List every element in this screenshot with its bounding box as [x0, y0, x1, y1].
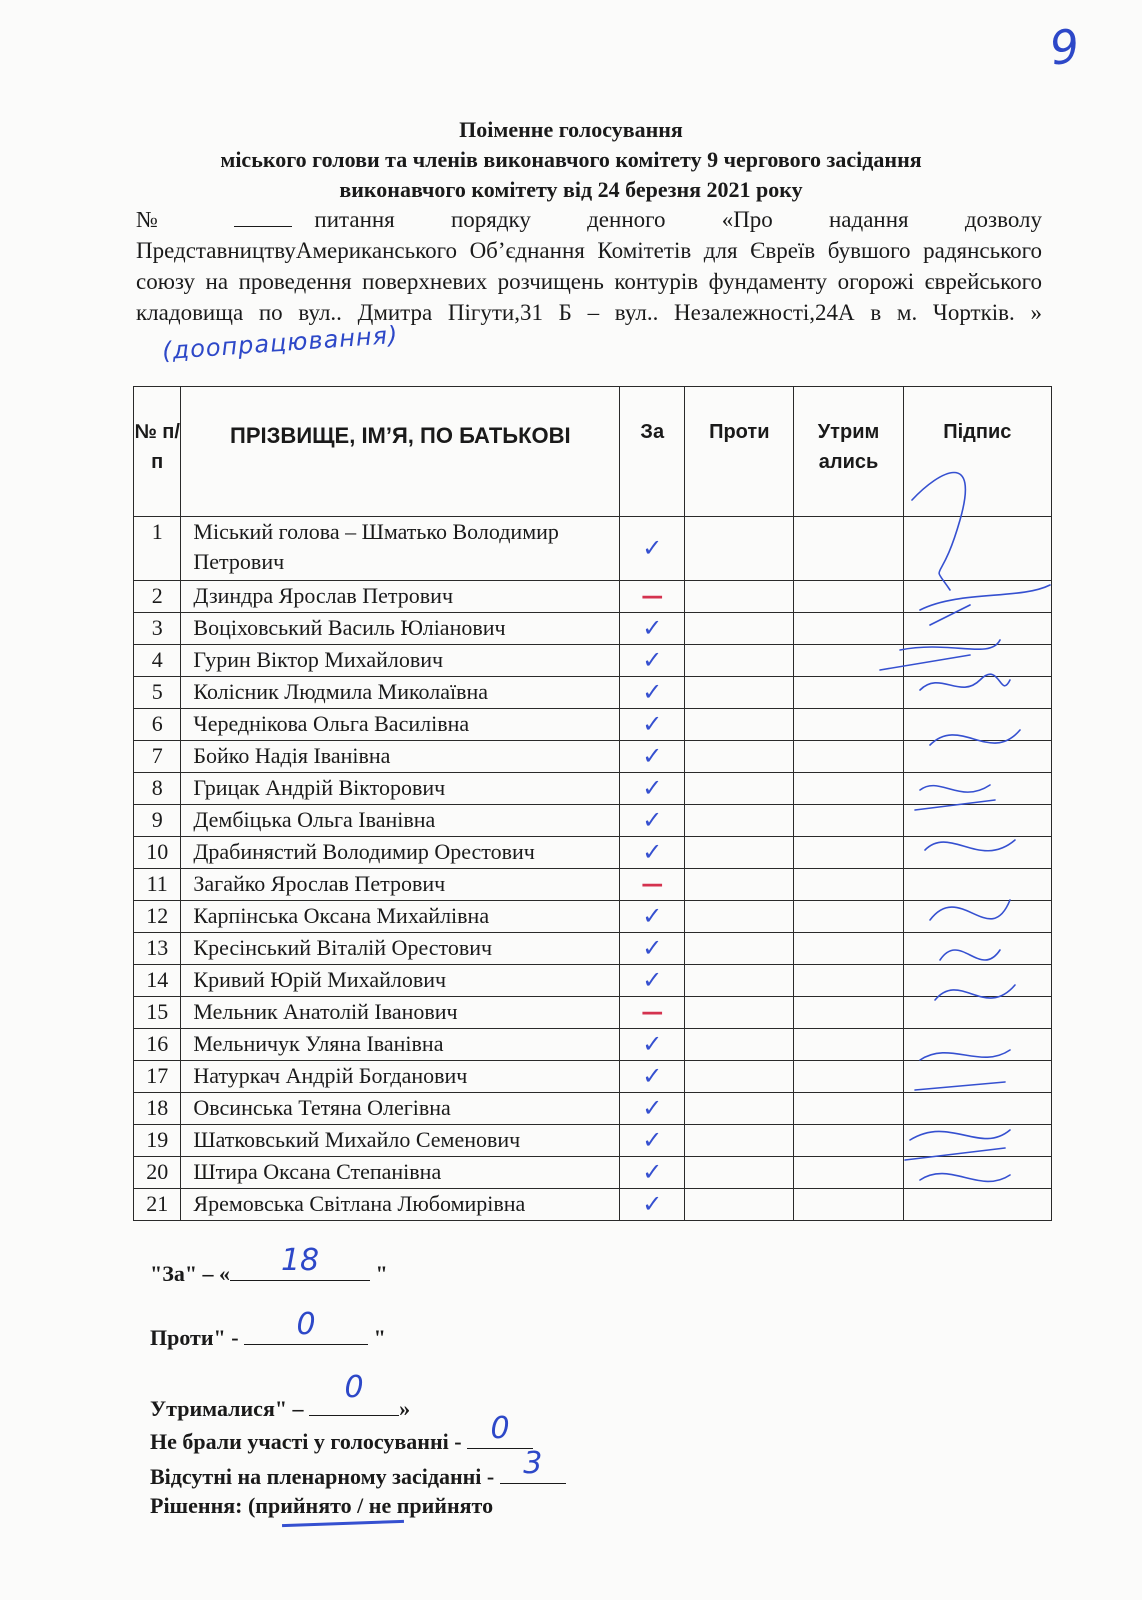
- row-for: [620, 1189, 685, 1221]
- dash-mark: —: [641, 584, 664, 609]
- handwritten-note: ( доопрацювання ): [161, 320, 399, 367]
- row-for: [620, 581, 685, 613]
- document-subtitle: міського голови та членів виконавчого комітету 9 чергового засідання: [220, 147, 922, 172]
- table-row: [134, 645, 1052, 677]
- check-mark-icon: ✓: [642, 614, 663, 642]
- row-against: [685, 613, 794, 645]
- row-against: [685, 837, 794, 869]
- row-name: [181, 1093, 620, 1125]
- row-for: [620, 901, 685, 933]
- row-abstain: [794, 1157, 903, 1189]
- row-against: [685, 773, 794, 805]
- table-row: [134, 709, 1052, 741]
- row-number-text: 20: [146, 1159, 169, 1184]
- row-abstain: [794, 1125, 903, 1157]
- row-for: [620, 1157, 685, 1189]
- check-mark-icon: ✓: [642, 934, 663, 962]
- row-number: [134, 773, 181, 805]
- row-abstain: [794, 1093, 903, 1125]
- row-signature: [903, 581, 1051, 613]
- row-name-text: Драбинястий Володимир Орестович: [193, 839, 535, 864]
- row-number-text: 16: [146, 1031, 169, 1056]
- row-name-text: Кресінський Віталій Орестович: [193, 935, 493, 960]
- summary-absent: [150, 1446, 566, 1490]
- row-name-text: Яремовська Світлана Любомирівна: [193, 1191, 526, 1216]
- check-mark-icon: ✓: [642, 710, 663, 738]
- summary-abstain: [150, 1370, 411, 1422]
- check-mark-icon: ✓: [642, 902, 663, 930]
- summary-against-close: ": [373, 1325, 386, 1350]
- row-name: [181, 773, 620, 805]
- row-signature: [903, 1061, 1051, 1093]
- row-signature: [903, 965, 1051, 997]
- row-number: [134, 613, 181, 645]
- header-name: ПРІЗВИЩЕ, ІМ’Я, ПО БАТЬКОВІ: [181, 387, 620, 517]
- row-number-text: 5: [151, 679, 163, 704]
- agenda-number-blank: [234, 208, 292, 227]
- agenda-item: [136, 204, 1042, 365]
- row-against: [685, 965, 794, 997]
- check-mark-icon: ✓: [642, 966, 663, 994]
- row-name-text: Гурин Віктор Михайлович: [193, 647, 444, 672]
- row-for: [620, 517, 685, 581]
- header-signature: Підпис: [903, 387, 1051, 517]
- row-against: [685, 805, 794, 837]
- row-against: [685, 933, 794, 965]
- row-name-text: Міський голова – Шматько Володимир Петрович: [193, 519, 559, 574]
- summary-not-voted: [150, 1411, 533, 1455]
- summary-not-voted-value: 0: [490, 1411, 510, 1446]
- check-mark-icon: ✓: [642, 678, 663, 706]
- row-name: [181, 581, 620, 613]
- check-mark-icon: ✓: [642, 1158, 663, 1186]
- check-mark-icon: ✓: [642, 1094, 663, 1122]
- document-title: Поіменне голосування: [459, 117, 683, 142]
- row-abstain: [794, 1029, 903, 1061]
- row-number-text: 17: [146, 1063, 169, 1088]
- row-name: [181, 1125, 620, 1157]
- row-name: [181, 741, 620, 773]
- summary-for: [150, 1243, 388, 1287]
- row-number: [134, 869, 181, 901]
- row-for: [620, 997, 685, 1029]
- row-name: [181, 1157, 620, 1189]
- check-mark-icon: ✓: [642, 1030, 663, 1058]
- table-row: [134, 741, 1052, 773]
- table-header-row: [134, 387, 1052, 517]
- row-name: [181, 805, 620, 837]
- row-for: [620, 1061, 685, 1093]
- row-for: [620, 965, 685, 997]
- table-row: [134, 517, 1052, 581]
- row-signature: [903, 645, 1051, 677]
- row-number: [134, 1061, 181, 1093]
- row-abstain: [794, 517, 903, 581]
- row-against: [685, 645, 794, 677]
- row-number: [134, 581, 181, 613]
- check-mark-icon: ✓: [642, 1126, 663, 1154]
- row-for: [620, 709, 685, 741]
- row-number: [134, 901, 181, 933]
- row-name-text: Колісник Людмила Миколаївна: [193, 679, 489, 704]
- row-number: [134, 677, 181, 709]
- table-row: [134, 613, 1052, 645]
- row-name: [181, 645, 620, 677]
- summary-for-label: "За" –: [150, 1261, 214, 1286]
- header-for: За: [620, 387, 685, 517]
- row-against: [685, 677, 794, 709]
- summary-against-field: [244, 1307, 368, 1345]
- row-abstain: [794, 901, 903, 933]
- row-number-text: 3: [151, 615, 163, 640]
- row-for: [620, 805, 685, 837]
- row-name: [181, 901, 620, 933]
- summary-abstain-value: 0: [344, 1370, 364, 1405]
- row-signature: [903, 901, 1051, 933]
- row-number-text: 1: [151, 519, 163, 544]
- check-mark-icon: ✓: [642, 742, 663, 770]
- row-against: [685, 997, 794, 1029]
- row-for: [620, 1093, 685, 1125]
- row-number: [134, 805, 181, 837]
- row-for: [620, 1125, 685, 1157]
- header-num: № п/ п: [134, 387, 181, 517]
- row-abstain: [794, 613, 903, 645]
- summary-against: [150, 1307, 386, 1351]
- row-number-text: 9: [151, 807, 163, 832]
- row-name-text: Загайко Ярослав Петрович: [193, 871, 446, 896]
- summary-abstain-label: Утрималися" –: [150, 1396, 304, 1421]
- row-against: [685, 517, 794, 581]
- row-signature: [903, 1189, 1051, 1221]
- row-number: [134, 1189, 181, 1221]
- row-against: [685, 1061, 794, 1093]
- row-abstain: [794, 997, 903, 1029]
- row-for: [620, 837, 685, 869]
- row-number-text: 18: [146, 1095, 169, 1120]
- row-against: [685, 901, 794, 933]
- row-signature: [903, 1157, 1051, 1189]
- row-name: [181, 677, 620, 709]
- table-row: [134, 901, 1052, 933]
- row-name: [181, 965, 620, 997]
- row-number: [134, 1125, 181, 1157]
- row-number-text: 7: [151, 743, 163, 768]
- row-against: [685, 741, 794, 773]
- row-name-text: Карпінська Оксана Михайлівна: [193, 903, 490, 928]
- row-name: [181, 933, 620, 965]
- row-name: [181, 1189, 620, 1221]
- row-signature: [903, 805, 1051, 837]
- agenda-number-prefix: №: [136, 207, 209, 232]
- dash-mark: —: [641, 1000, 664, 1025]
- row-name-text: Мельничук Уляна Іванівна: [193, 1031, 444, 1056]
- row-name: [181, 1029, 620, 1061]
- row-against: [685, 1189, 794, 1221]
- summary-absent-label: Відсутні на пленарному засіданні -: [150, 1464, 495, 1489]
- table-row: [134, 933, 1052, 965]
- row-signature: [903, 1125, 1051, 1157]
- row-number: [134, 1093, 181, 1125]
- row-signature: [903, 773, 1051, 805]
- row-for: [620, 933, 685, 965]
- row-abstain: [794, 805, 903, 837]
- row-number: [134, 1029, 181, 1061]
- summary-abstain-close: »: [399, 1396, 411, 1421]
- check-mark-icon: ✓: [642, 774, 663, 802]
- row-number-text: 6: [151, 711, 163, 736]
- roll-call-table: [133, 386, 1052, 1221]
- summary-for-open: «: [219, 1261, 231, 1286]
- decision-underline-mark: [282, 1520, 404, 1527]
- row-abstain: [794, 933, 903, 965]
- row-number-text: 4: [151, 647, 163, 672]
- check-mark-icon: ✓: [642, 1062, 663, 1090]
- table-row: [134, 1189, 1052, 1221]
- table-row: [134, 997, 1052, 1029]
- row-for: [620, 645, 685, 677]
- document-date-line: виконавчого комітету від 24 березня 2021 року: [339, 177, 803, 202]
- summary-for-value: 18: [280, 1243, 320, 1278]
- check-mark-icon: ✓: [642, 1190, 663, 1218]
- row-signature: [903, 869, 1051, 901]
- row-number: [134, 965, 181, 997]
- header-against: Проти: [685, 387, 794, 517]
- check-mark-icon: ✓: [642, 838, 663, 866]
- summary-for-field: [230, 1243, 370, 1281]
- row-against: [685, 1093, 794, 1125]
- row-signature: [903, 741, 1051, 773]
- row-against: [685, 1125, 794, 1157]
- row-abstain: [794, 965, 903, 997]
- row-name-text: Кривий Юрій Михайлович: [193, 967, 447, 992]
- row-number-text: 19: [146, 1127, 169, 1152]
- table-row: [134, 773, 1052, 805]
- row-abstain: [794, 709, 903, 741]
- row-number: [134, 1157, 181, 1189]
- agenda-text: питання порядку денного «Про надання дозволу ПредставництвуАмериканського Об’єднання Комітетів для Євреїв бувшого радянського союзу на проведення поверхневих розчищень контурів фундаменту огорожі єврейського кладовища по вул.. Дмитра Пігути,31 Б – вул.. Незалежності,24А в м. Чортків. »: [136, 207, 1042, 325]
- summary-absent-field: [500, 1446, 566, 1484]
- row-name: [181, 517, 620, 581]
- summary-abstain-field: [309, 1370, 399, 1416]
- row-against: [685, 709, 794, 741]
- row-number-text: 15: [146, 999, 169, 1024]
- summary-against-label: Проти" -: [150, 1325, 239, 1350]
- row-against: [685, 1157, 794, 1189]
- table-row: [134, 805, 1052, 837]
- row-signature: [903, 709, 1051, 741]
- row-number: [134, 933, 181, 965]
- row-number-text: 2: [151, 583, 163, 608]
- row-number-text: 13: [146, 935, 169, 960]
- row-name-text: Шатковський Михайло Семенович: [193, 1127, 521, 1152]
- row-abstain: [794, 581, 903, 613]
- table-row: [134, 837, 1052, 869]
- row-number-text: 21: [146, 1191, 169, 1216]
- summary-for-close: ": [375, 1261, 388, 1286]
- row-name-text: Дзиндра Ярослав Петрович: [193, 583, 454, 608]
- table-row: [134, 581, 1052, 613]
- row-name-text: Мельник Анатолій Іванович: [193, 999, 458, 1024]
- row-number: [134, 741, 181, 773]
- summary-absent-value: 3: [523, 1446, 543, 1481]
- row-signature: [903, 997, 1051, 1029]
- check-mark-icon: ✓: [642, 534, 663, 562]
- row-signature: [903, 613, 1051, 645]
- row-signature: [903, 517, 1051, 581]
- row-for: [620, 1029, 685, 1061]
- row-name: [181, 997, 620, 1029]
- row-abstain: [794, 837, 903, 869]
- row-for: [620, 773, 685, 805]
- dash-mark: —: [641, 872, 664, 897]
- table-row: [134, 1061, 1052, 1093]
- decision-line: Рішення: (прийнято / не прийнято: [150, 1493, 494, 1518]
- row-name-text: Овсинська Тетяна Олегівна: [193, 1095, 451, 1120]
- row-for: [620, 613, 685, 645]
- row-name-text: Натуркач Андрій Богданович: [193, 1063, 468, 1088]
- summary-not-voted-label: Не брали участі у голосуванні -: [150, 1429, 462, 1454]
- row-abstain: [794, 1189, 903, 1221]
- check-mark-icon: ✓: [642, 646, 663, 674]
- row-name: [181, 837, 620, 869]
- row-name: [181, 613, 620, 645]
- row-number-text: 8: [151, 775, 163, 800]
- table-row: [134, 1029, 1052, 1061]
- table-body: [134, 517, 1052, 1221]
- row-abstain: [794, 741, 903, 773]
- row-signature: [903, 1093, 1051, 1125]
- page-number: 9: [1046, 18, 1083, 76]
- row-for: [620, 677, 685, 709]
- row-number-text: 10: [146, 839, 169, 864]
- row-name-text: Воціховський Василь Юліанович: [193, 615, 506, 640]
- header-abstain: Утрим ались: [794, 387, 903, 517]
- row-abstain: [794, 869, 903, 901]
- row-signature: [903, 1029, 1051, 1061]
- summary-against-value: 0: [296, 1307, 316, 1342]
- row-name: [181, 709, 620, 741]
- row-abstain: [794, 773, 903, 805]
- table-row: [134, 1157, 1052, 1189]
- row-signature: [903, 933, 1051, 965]
- row-number-text: 14: [146, 967, 169, 992]
- row-name: [181, 1061, 620, 1093]
- row-number-text: 12: [146, 903, 169, 928]
- row-name-text: Грицак Андрій Вікторович: [193, 775, 446, 800]
- row-name: [181, 869, 620, 901]
- row-number-text: 11: [146, 871, 168, 896]
- row-against: [685, 869, 794, 901]
- row-number: [134, 517, 181, 581]
- check-mark-icon: ✓: [642, 806, 663, 834]
- table-row: [134, 677, 1052, 709]
- row-abstain: [794, 645, 903, 677]
- row-signature: [903, 677, 1051, 709]
- table-row: [134, 1093, 1052, 1125]
- row-for: [620, 869, 685, 901]
- row-number: [134, 645, 181, 677]
- row-signature: [903, 837, 1051, 869]
- row-name-text: Бойко Надія Іванівна: [193, 743, 391, 768]
- row-abstain: [794, 677, 903, 709]
- row-name-text: Штира Оксана Степанівна: [193, 1159, 442, 1184]
- table-row: [134, 965, 1052, 997]
- row-name-text: Череднікова Ольга Василівна: [193, 711, 470, 736]
- row-number: [134, 709, 181, 741]
- row-name-text: Дембіцька Ольга Іванівна: [193, 807, 436, 832]
- row-number: [134, 837, 181, 869]
- row-number: [134, 997, 181, 1029]
- row-for: [620, 741, 685, 773]
- row-against: [685, 581, 794, 613]
- row-against: [685, 1029, 794, 1061]
- table-row: [134, 1125, 1052, 1157]
- table-row: [134, 869, 1052, 901]
- row-abstain: [794, 1061, 903, 1093]
